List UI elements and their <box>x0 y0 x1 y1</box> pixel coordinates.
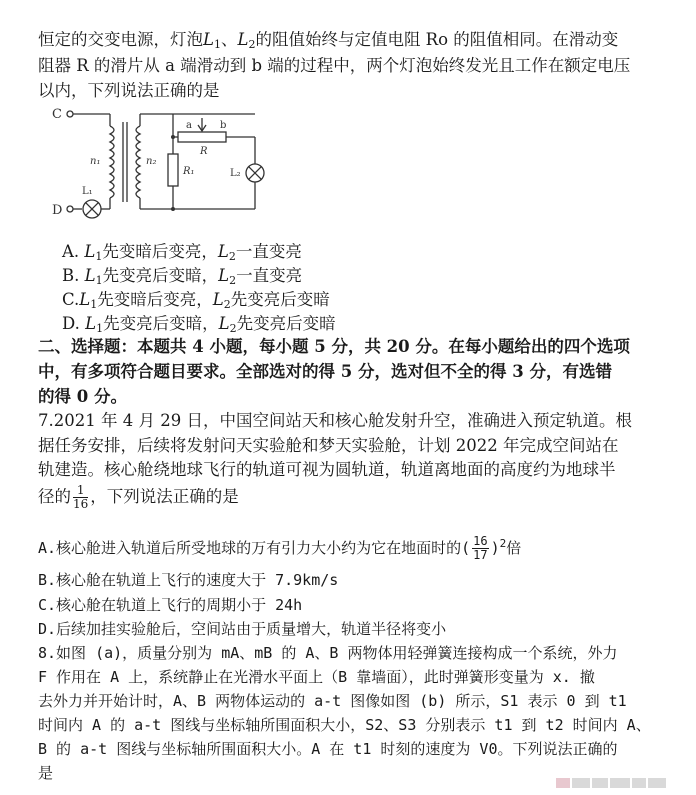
q7-line-2: 据任务安排，后续将发射问天实验舱和梦天实验舱，计划 2022 年完成空间站在 <box>38 436 619 455</box>
q6-intro-line-1: 恒定的交变电源，灯泡$L_1$、$L_2$的阻值始终与定值电阻 Ro 的阻值相同。在滑动变 <box>38 30 619 51</box>
secondary-coil <box>136 126 140 198</box>
primary-coil <box>110 126 114 198</box>
q6-option-d[interactable]: D. $L_1$先变亮后变暗，$L_2$先变亮后变暗 <box>62 314 336 335</box>
q6-option-a[interactable]: A. $L_1$先变暗后变亮，$L_2$一直变亮 <box>62 242 302 263</box>
label-l2: L₂ <box>230 168 241 179</box>
q6-intro-line-2: 阻器 R 的滑片从 a 端滑动到 b 端的过程中，两个灯泡始终发光且工作在额定电压 <box>38 56 631 75</box>
label-n2: n₂ <box>146 156 157 167</box>
q7-option-b[interactable]: B.核心舱在轨道上飞行的速度大于 7.9km/s <box>38 571 339 589</box>
q8-line-1: 8.如图 (a)，质量分别为 mA、mB 的 A、B 两物体用轻弹簧连接构成一个系统，外力 <box>38 644 618 662</box>
q8-line-5: B 的 a-t 图线与坐标轴所围面积大小。A 在 t1 时刻的速度为 V0。下列说法正确的 <box>38 740 618 758</box>
q7-line-1: 7.2021 年 4 月 29 日，中国空间站天和核心舱发射升空，准确进入预定轨道。根 <box>38 411 632 430</box>
q8-line-2: F 作用在 A 上，系统静止在光滑水平面上（B 靠墙面），此时弹簧形变量为 x. 撤 <box>38 668 595 686</box>
label-b: b <box>220 120 227 131</box>
q7-line-4: 径的 $\frac{1}{16}$ ，下列说法正确的是 <box>38 483 239 511</box>
label-n1: n₁ <box>90 156 101 167</box>
q7-line-3: 轨建造。核心舱绕地球飞行的轨道可视为圆轨道，轨道离地面的高度约为地球半 <box>38 460 616 479</box>
blurred-watermark <box>556 773 686 785</box>
rheostat-r <box>178 132 226 142</box>
q6-option-c[interactable]: $C.L_1$先变暗后变亮，$L_2$先变亮后变暗 <box>62 290 330 311</box>
q7-option-c[interactable]: C.核心舱在轨道上飞行的周期小于 24h <box>38 596 303 614</box>
q6-option-b[interactable]: B. $L_1$先变亮后变暗，$L_2$一直变亮 <box>62 266 303 287</box>
section-2-heading-line-2: 中，有多项符合题目要求。全部选对的得 5 分，选对但不全的得 3 分，有选错 <box>38 362 612 381</box>
q8-line-4: 时间内 A 的 a-t 图线与坐标轴所围面积大小，S2、S3 分别表示 t1 到 t2 时间内 A、 <box>38 716 651 734</box>
section-2-heading-line-1: 二、选择题：本题共 4 小题，每小题 5 分，共 20 分。在每小题给出的四个选项 <box>38 337 630 356</box>
terminal-d <box>67 206 73 212</box>
label-c: C <box>52 107 62 122</box>
label-d: D <box>52 203 63 218</box>
fraction-16-17: $\frac{16}{17}$ <box>473 534 488 562</box>
terminal-c <box>67 111 73 117</box>
q7-option-d[interactable]: D.后续加挂实验舱后，空间站由于质量增大，轨道半径将变小 <box>38 620 447 638</box>
transformer-circuit-diagram <box>40 104 280 229</box>
section-2-heading-line-3: 的得 0 分。 <box>38 387 127 406</box>
label-r: R <box>200 146 208 157</box>
label-r1: R₁ <box>183 166 195 177</box>
q6-intro-line-3: 以内，下列说法正确的是 <box>38 81 220 100</box>
resistor-r1 <box>168 154 178 186</box>
q8-line-3: 去外力并开始计时，A、B 两物体运动的 a-t 图像如图 (b) 所示，S1 表示 0 到 t1 <box>38 692 627 710</box>
label-a: a <box>186 120 192 131</box>
fraction-1-16: $\frac{1}{16}$ <box>73 483 89 511</box>
q7-option-a[interactable]: A.核心舱进入轨道后所受地球的万有引力大小约为它在地面时的( $\frac{16}{17}$ )$^2$倍 <box>38 534 522 562</box>
q8-line-6: 是 <box>38 764 54 782</box>
label-l1: L₁ <box>82 186 93 197</box>
